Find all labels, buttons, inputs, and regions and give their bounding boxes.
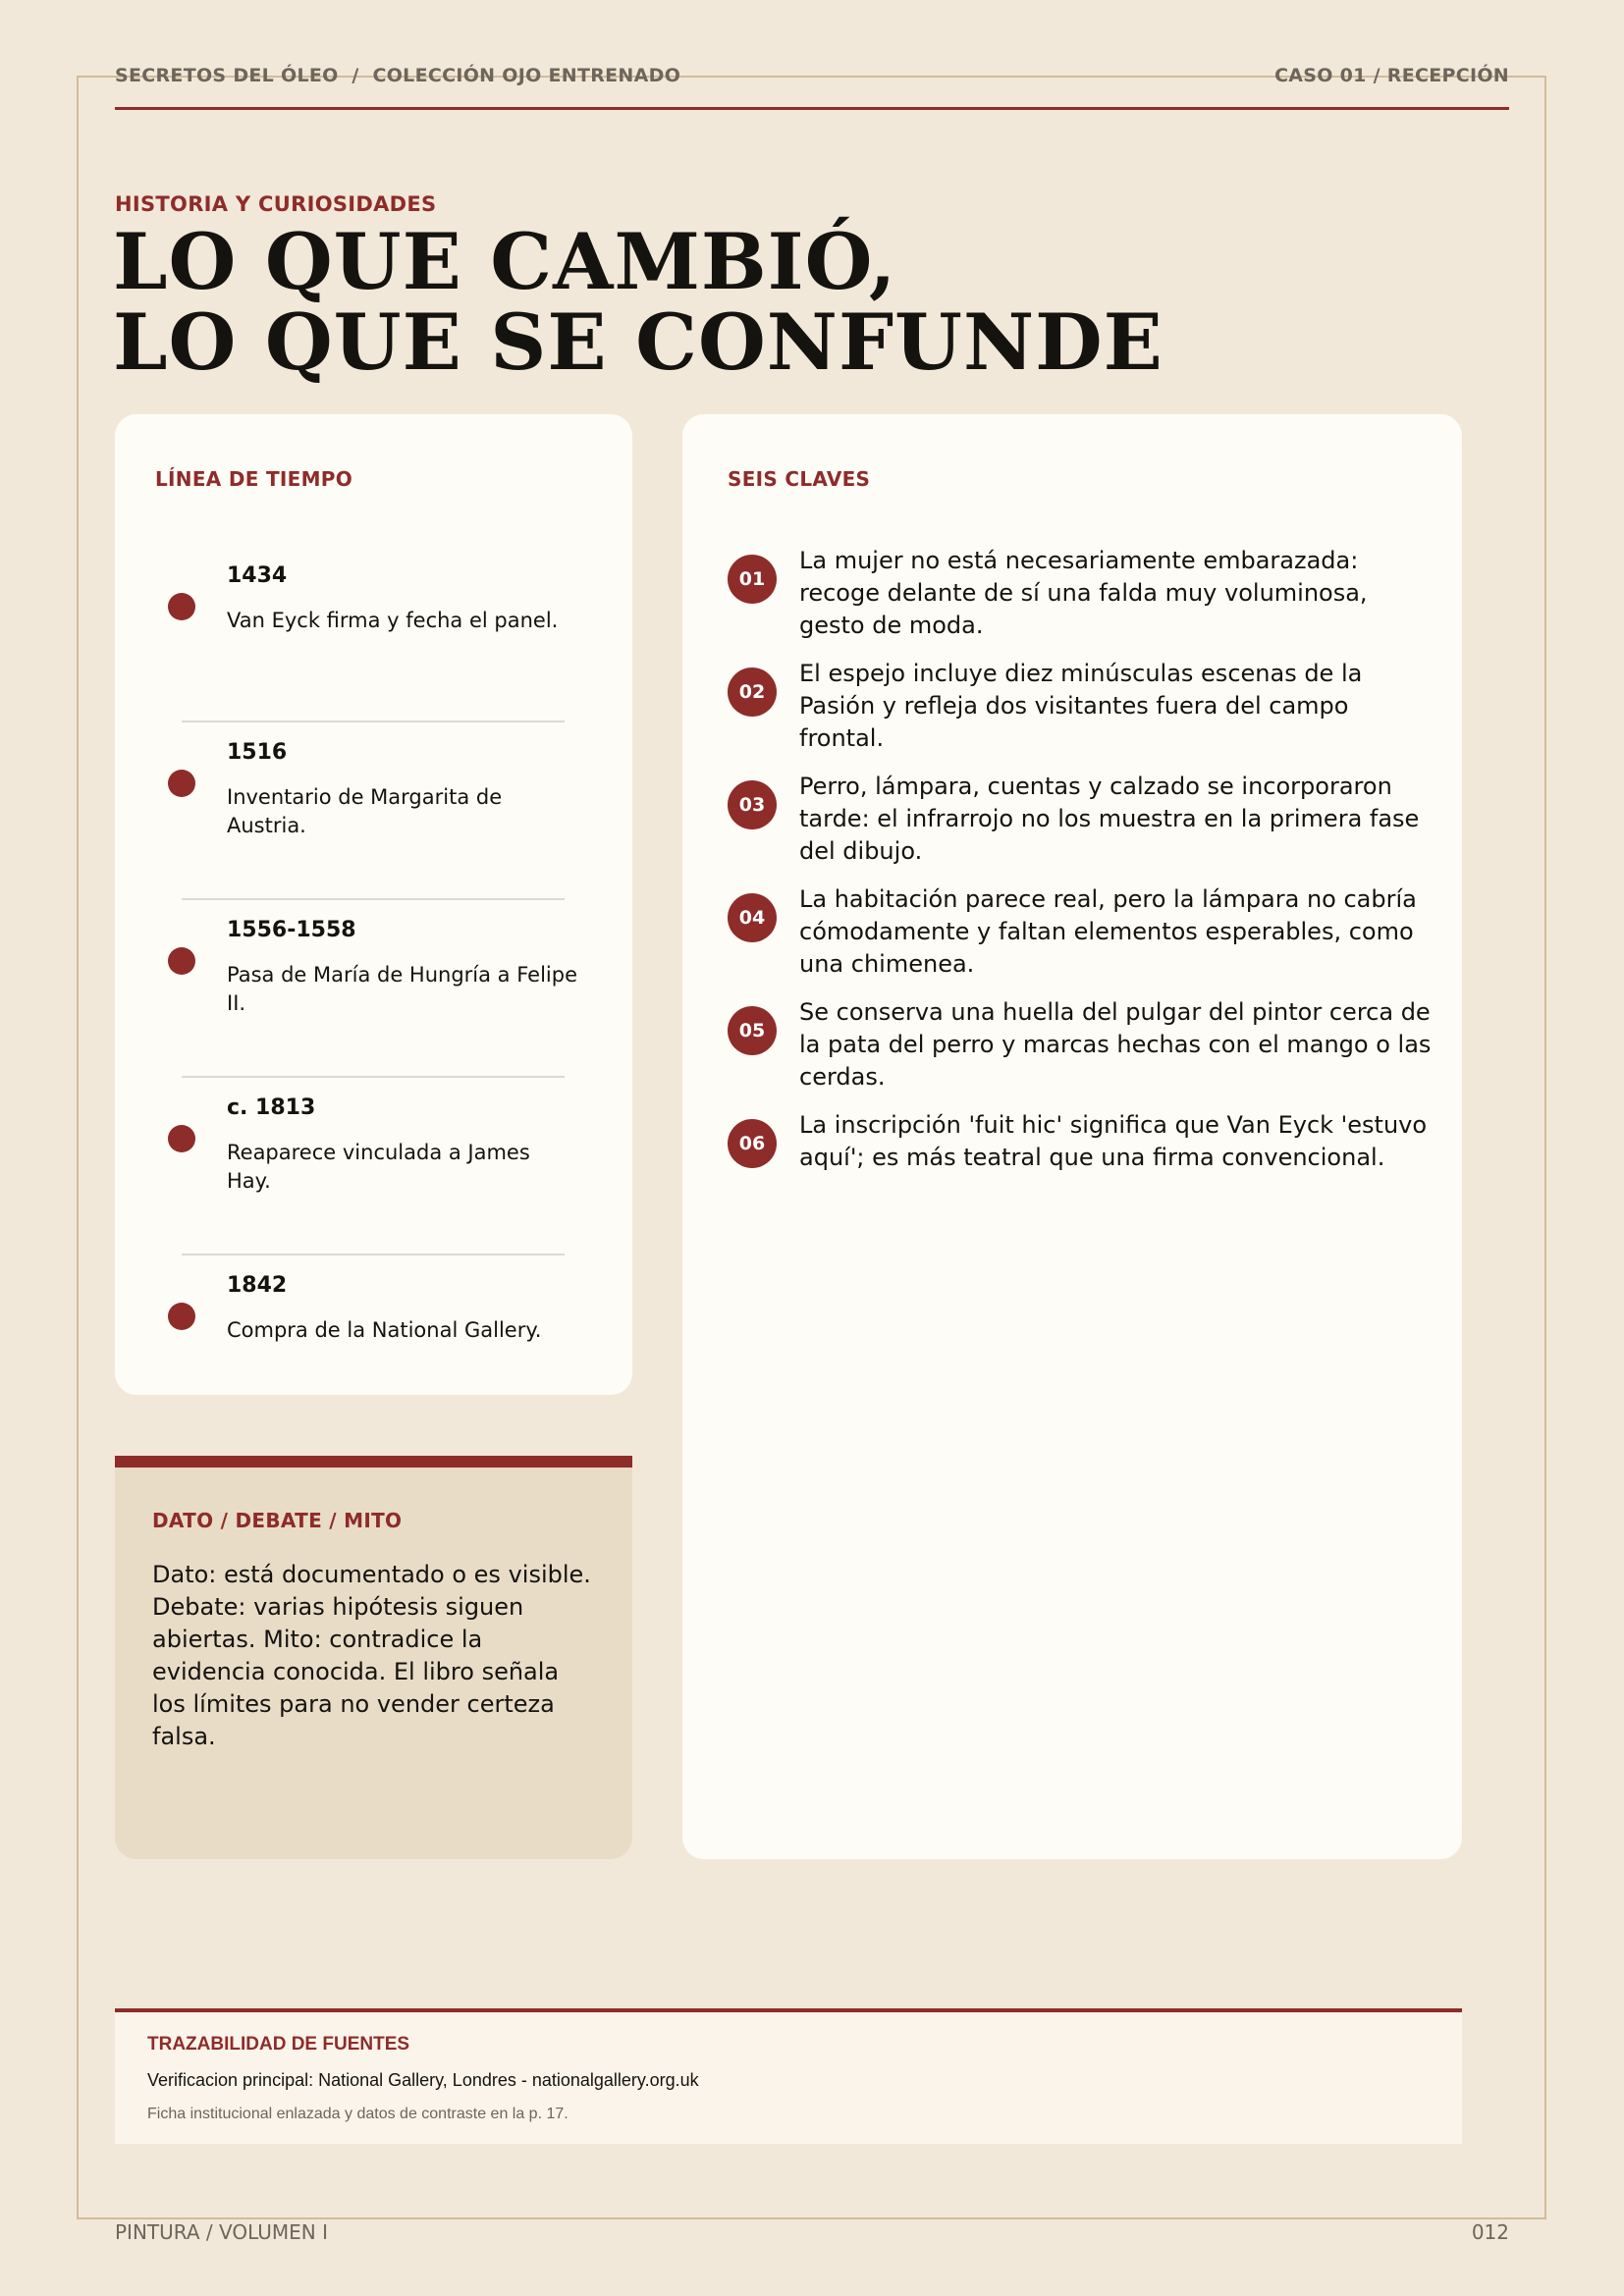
timeline-year: 1516 bbox=[227, 740, 288, 765]
timeline-divider bbox=[182, 898, 565, 900]
key-text: La inscripción 'fuit hic' significa que Van Eyck 'estuvo aquí'; es más teatral que una firma convencional. bbox=[799, 1111, 1428, 1171]
timeline-desc: Compra de la National Gallery. bbox=[227, 1318, 542, 1342]
key-number-badge: 02 bbox=[728, 667, 777, 717]
key-text: El espejo incluye diez minúsculas escenas de la Pasión y refleja dos visitantes fuera del campo frontal. bbox=[799, 660, 1363, 752]
sources-label: TRAZABILIDAD DE FUENTES bbox=[147, 2034, 410, 2055]
timeline-dot bbox=[168, 770, 195, 797]
key-number-badge: 06 bbox=[728, 1119, 777, 1168]
key-number-badge: 04 bbox=[728, 893, 777, 942]
timeline-dot bbox=[168, 1303, 195, 1330]
note-label: DATO / DEBATE / MITO bbox=[152, 1509, 403, 1532]
timeline-year: 1556-1558 bbox=[227, 918, 356, 942]
note-text: Dato: está documentado o es visible. Debate: varias hipótesis siguen abiertas. Mito: contradice la evidencia conocida. El libro señala los límites para no vender certeza falsa. bbox=[152, 1561, 591, 1750]
sources-note: Ficha institucional enlazada y datos de contraste en la p. 17. bbox=[147, 2106, 568, 2122]
header-case: CASO 01 / RECEPCIÓN bbox=[1274, 65, 1509, 86]
timeline-desc: Reaparece vinculada a James Hay. bbox=[227, 1141, 530, 1193]
key-text: Se conserva una huella del pulgar del pintor cerca de la pata del perro y marcas hechas con el mango o las cerdas. bbox=[799, 998, 1432, 1091]
timeline-label: LÍNEA DE TIEMPO bbox=[155, 467, 353, 491]
timeline-dot bbox=[168, 947, 195, 975]
timeline-card bbox=[115, 414, 632, 1395]
sources-block bbox=[115, 2008, 1462, 2144]
running-footer bbox=[115, 2220, 1509, 2244]
timeline-desc: Inventario de Margarita de Austria. bbox=[227, 785, 503, 837]
timeline-divider bbox=[182, 1254, 565, 1255]
page-number: 012 bbox=[1471, 2220, 1509, 2244]
running-header bbox=[115, 65, 1509, 110]
timeline-divider bbox=[182, 721, 565, 722]
section-kicker: HISTORIA Y CURIOSIDADES bbox=[115, 192, 437, 216]
timeline-dot bbox=[168, 593, 195, 620]
timeline-desc: Van Eyck firma y fecha el panel. bbox=[227, 609, 559, 632]
key-number-badge: 03 bbox=[728, 780, 777, 829]
page-title bbox=[113, 216, 1164, 388]
timeline-year: c. 1813 bbox=[227, 1095, 316, 1120]
key-number-badge: 01 bbox=[728, 555, 777, 604]
timeline-divider bbox=[182, 1076, 565, 1078]
footer-volume: PINTURA / VOLUMEN I bbox=[115, 2220, 328, 2244]
keys-card bbox=[682, 414, 1462, 1859]
timeline-year: 1842 bbox=[227, 1273, 288, 1298]
key-number-badge: 05 bbox=[728, 1006, 777, 1055]
timeline-year: 1434 bbox=[227, 563, 288, 588]
key-text: Perro, lámpara, cuentas y calzado se incorporaron tarde: el infrarrojo no los muestra en la primera fase del dibujo. bbox=[799, 773, 1420, 865]
header-collection: SECRETOS DEL ÓLEO / COLECCIÓN OJO ENTRENADO bbox=[115, 65, 681, 86]
timeline-desc: Pasa de María de Hungría a Felipe II. bbox=[227, 963, 577, 1015]
title-line-2: LO QUE SE CONFUNDE bbox=[113, 296, 1164, 388]
fact-debate-myth-box bbox=[115, 1456, 632, 1859]
key-text: La habitación parece real, pero la lámpara no cabría cómodamente y faltan elementos esperables, como una chimenea. bbox=[799, 885, 1417, 978]
timeline-dot bbox=[168, 1125, 195, 1152]
sources-main: Verificacion principal: National Gallery, Londres - nationalgallery.org.uk bbox=[147, 2070, 699, 2090]
keys-label: SEIS CLAVES bbox=[728, 467, 871, 491]
title-line-1: LO QUE CAMBIÓ, bbox=[113, 216, 897, 307]
key-text: La mujer no está necesariamente embarazada: recoge delante de sí una falda muy voluminosa, gesto de moda. bbox=[799, 547, 1368, 639]
